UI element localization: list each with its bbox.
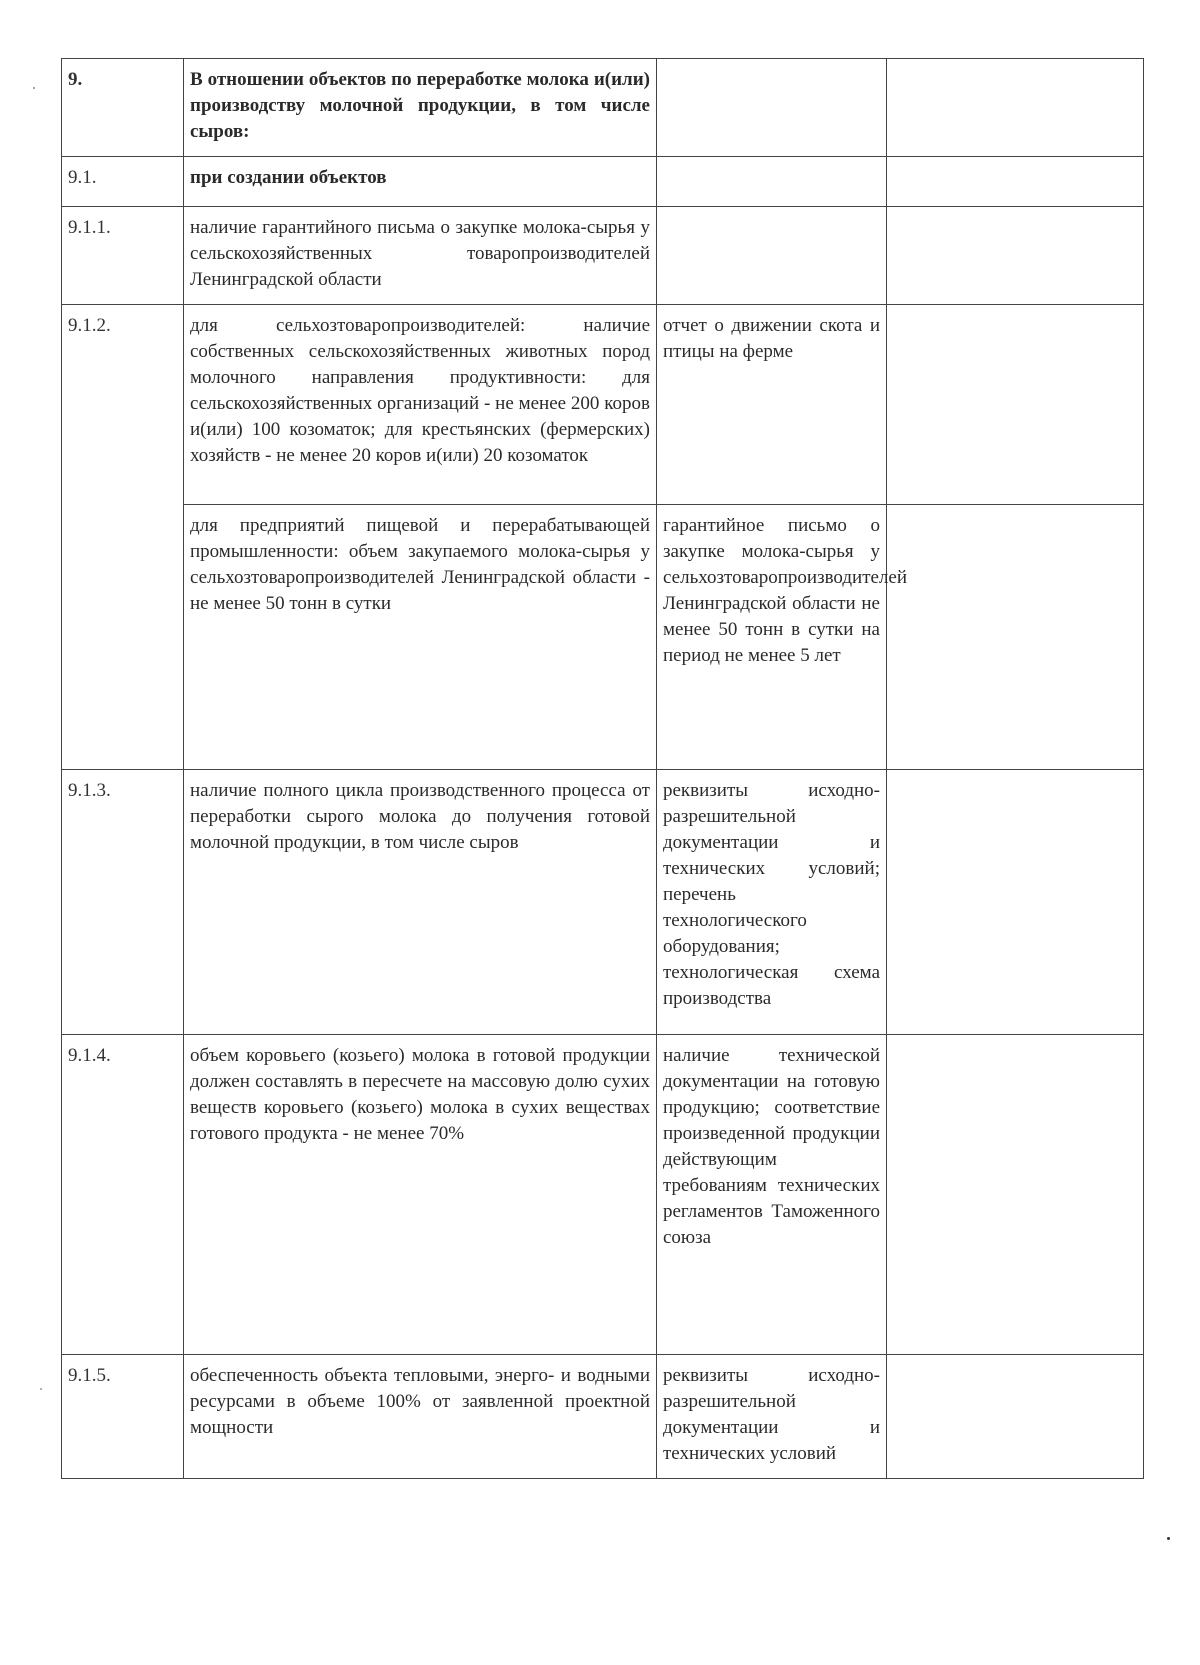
requirement-text: В отношении объектов по переработке молока и(или) производству молочной продукции, в том числе сыров: — [184, 59, 657, 157]
table-row — [62, 1035, 1144, 1355]
confirming-document: реквизиты исходно-разрешительной документации и технических условий — [657, 1355, 887, 1479]
scan-speck — [33, 87, 35, 89]
row-number: 9.1.3. — [62, 770, 184, 1035]
requirement-text: объем коровьего (козьего) молока в готовой продукции должен составлять в пересчете на массовую долю сухих веществ коровьего (козьего) молока в сухих веществах готового продукта - не менее 70% — [184, 1035, 657, 1355]
extra-cell — [887, 505, 1144, 770]
row-number: 9.1. — [62, 157, 184, 207]
scan-speck — [40, 1388, 42, 1390]
extra-cell — [887, 157, 1144, 207]
confirming-document: отчет о движении скота и птицы на ферме — [657, 305, 887, 505]
requirement-text: для предприятий пищевой и перерабатывающей промышленности: объем закупаемого молока-сырья у сельхозтоваропроизводителей Ленинградской области - не менее 50 тонн в сутки — [184, 505, 657, 770]
extra-cell — [887, 770, 1144, 1035]
extra-cell — [887, 207, 1144, 305]
table-row — [62, 305, 1144, 505]
row-number: 9.1.2. — [62, 305, 184, 770]
extra-cell — [887, 305, 1144, 505]
confirming-document — [657, 207, 887, 305]
requirement-text: при создании объектов — [184, 157, 657, 207]
row-number: 9.1.1. — [62, 207, 184, 305]
table-row — [62, 505, 1144, 770]
row-number: 9.1.4. — [62, 1035, 184, 1355]
table-row — [62, 770, 1144, 1035]
requirement-text: обеспеченность объекта тепловыми, энерго- и водными ресурсами в объеме 100% от заявленной проектной мощности — [184, 1355, 657, 1479]
table-row — [62, 157, 1144, 207]
confirming-document: наличие технической документации на готовую продукцию; соответствие произведенной продукции действующим требованиям технических регламентов Таможенного союза — [657, 1035, 887, 1355]
table-row — [62, 207, 1144, 305]
extra-cell — [887, 1355, 1144, 1479]
confirming-document: гарантийное письмо о закупке молока-сырья у сельхозтоваропроизводителей Ленинградской области не менее 50 тонн в сутки на период не менее 5 лет — [657, 505, 887, 770]
row-number: 9.1.5. — [62, 1355, 184, 1479]
confirming-document: реквизиты исходно-разрешительной документации и технических условий; перечень технологического оборудования; технологическая схема производства — [657, 770, 887, 1035]
table-row — [62, 1355, 1144, 1479]
confirming-document — [657, 157, 887, 207]
requirements-table — [61, 58, 1144, 1479]
requirement-text: наличие полного цикла производственного процесса от переработки сырого молока до получения готовой молочной продукции, в том числе сыров — [184, 770, 657, 1035]
row-number: 9. — [62, 59, 184, 157]
requirement-text: наличие гарантийного письма о закупке молока-сырья у сельскохозяйственных товаропроизводителей Ленинградской области — [184, 207, 657, 305]
scan-speck — [1167, 1537, 1170, 1540]
table-row — [62, 59, 1144, 157]
confirming-document — [657, 59, 887, 157]
requirement-text: для сельхозтоваропроизводителей: наличие собственных сельскохозяйственных животных пород молочного направления продуктивности: для сельскохозяйственных организаций - не менее 200 коров и(или) 100 козоматок; для крестьянских (фермерских) хозяйств - не менее 20 коров и(или) 20 козоматок — [184, 305, 657, 505]
extra-cell — [887, 1035, 1144, 1355]
extra-cell — [887, 59, 1144, 157]
